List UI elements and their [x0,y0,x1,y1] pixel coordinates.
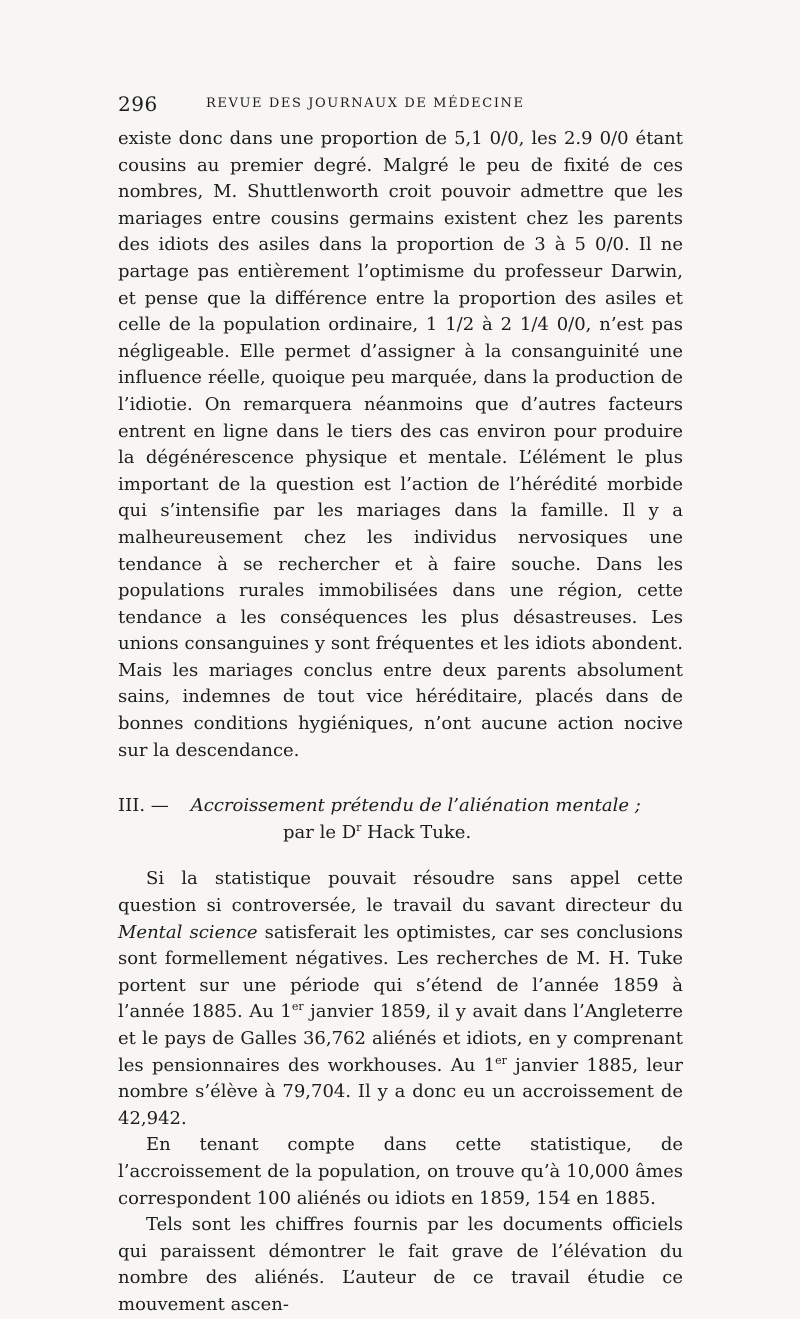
paragraph-text: janvier 1859, il y avait dans l’Angleterre et le pays de Galles 36,762 aliénés et idiots, en y comprenant les pensionnaires des workhouses. Au 1 [118,1001,683,1076]
section-title: Accroissement prétendu de l’aliénation mentale ; [190,795,641,817]
section-byline [118,820,683,847]
section-number: III. — [118,795,169,817]
paragraph-continued: existe donc dans une proportion de 5,1 0/0, les 2.9 0/0 étant cousins au premier degré. Malgré le peu de fixité de ces nombres, M. Shuttlenworth croit pouvoir admettre que les mariages entre cousins germains existent chez les parents des idiots des asiles dans la proportion de 3 à 5 0/0. Il ne partage pas entièrement l’optimisme du professeur Darwin, et pense que la différence entre la proportion des asiles et celle de la population ordinaire, 1 1/2 à 2 1/4 0/0, n’est pas négligeable. Elle permet d’assigner à la consanguinité une influence réelle, quoique peu marquée, dans la production de l’idiotie. On remarquera néanmoins que d’autres facteurs entrent en ligne dans le tiers des cas environ pour produire la dégénérescence physique et mentale. L’élément le plus important de la question est l’action de l’hérédité morbide qui s’intensifie par les mariages dans la famille. Il y a malheureusement chez les individus nervosiques une tendance à se rechercher et à faire souche. Dans les populations rurales immobilisées dans une région, cette tendance a les conséquences les plus désastreuses. Les unions consanguines y sont fréquentes et les idiots abondent. Mais les mariages conclus entre deux parents absolument sains, indemnes de tout vice héréditaire, placés dans de bonnes conditions hygiéniques, n’ont aucune action nocive sur la descendance. [118,128,683,761]
page-number: 296 [118,92,158,116]
ordinal-superscript: er [291,1000,304,1014]
page-header [118,92,683,118]
running-head: REVUE DES JOURNAUX DE MÉDECINE [206,96,525,111]
byline-prefix: par le D [283,821,357,843]
paragraph-text: Si la statistique pouvait résoudre sans appel cette question si controversée, le travail du savant directeur du [118,868,683,917]
paragraph-text: satisferait les optimistes, car ses conclusions sont formellement négatives. Les recherches de M. H. Tuke portent sur une période qui s’étend de l’année 1859 à l’année 1885. Au 1 [118,921,683,1023]
journal-title: Mental science [118,921,258,943]
paragraph-text: janvier 1885, leur nombre s’élève à 79,704. Il y a donc eu un accroissement de 42,942. [118,1054,684,1129]
article-body [118,126,683,1319]
paragraph-conclusion: Tels sont les chiffres fournis par les documents officiels qui paraissent démontrer le fait grave de l’élévation du nombre des aliénés. L’auteur de ce travail étudie ce mouvement ascen- [118,1214,683,1315]
byline-superscript: r [356,820,362,834]
section-heading [118,793,683,820]
ordinal-superscript: er [495,1053,507,1067]
paragraph-statistics [118,866,683,1132]
byline-author: Hack Tuke. [361,821,472,843]
paragraph-population: En tenant compte dans cette statistique, de l’accroissement de la population, on trouve qu’à 10,000 âmes correspondent 100 aliénés ou idiots en 1859, 154 en 1885. [118,1134,683,1209]
